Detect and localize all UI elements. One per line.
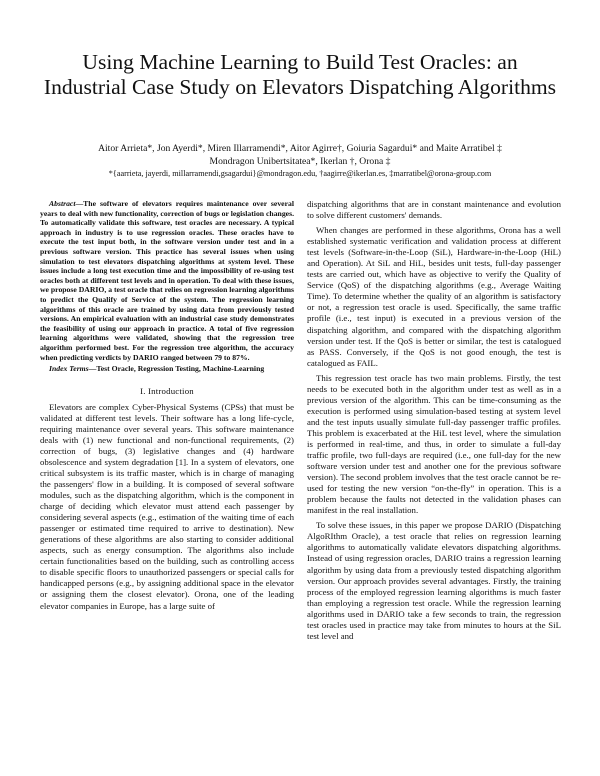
paper-title: Using Machine Learning to Build Test Oracles: an Industrial Case Study on Elevators Dispatching Algorithms — [43, 50, 557, 99]
index-terms-label: Index Terms — [49, 364, 89, 374]
body-paragraph-1: dispatching algorithms that are in constant maintenance and evolution to solve different customers' demands. — [307, 199, 561, 221]
intro-paragraph-1: Elevators are complex Cyber-Physical Systems (CPSs) that must be validated at different test levels. Their software has a long life-cycle, requiring maintenance over several years. This software maintenance deals with (1) new functional and non-functional requirements, (2) correction of bugs, (3) legislative changes and (4) hardware obsolescence and system degradation [1]. In a system of elevators, one critical subsystem is its traffic master, which is in charge of managing the passengers' flow in a building. It is composed of several software modules, such as the dispatching algorithm, which is the component in charge of deciding which elevator must attend each passenger by considering several aspects (e.g., estimation of the waiting time of each passenger or estimated time required to arrive to destination). New generations of these algorithms are also starting to consider additional aspects, such as energy consumption. The algorithms also include certain functionalities based on the building, such as controlling access to disable specific floors to unauthorized passengers or special calls for handicapped persons (e.g., by assigning additional space in the elevator or assigning them the closest elevator). Orona, one of the leading elevator companies in Europe, has a large suite of — [40, 401, 294, 611]
left-column — [40, 199, 294, 612]
index-terms-text: —Test Oracle, Regression Testing, Machine-Learning — [88, 364, 265, 374]
author-block — [30, 143, 570, 181]
author-affiliations: Mondragon Unibertsitatea*, Ikerlan †, Orona ‡ — [209, 155, 391, 167]
abstract-label: Abstract — [49, 199, 76, 208]
author-emails: *{aarrieta, jayerdi, millarramendi,gsagardui}@mondragon.edu, †aagirre@ikerlan.es, ‡marratibel@orona-group.com — [108, 169, 492, 178]
abstract-text: —The software of elevators requires maintenance over several years to deal with new functionality, correction of bugs or legislation changes. To automatically validate this software, test oracles are necessary. A typical approach in industry is to use regression oracles. These oracles have to execute the test input both, in the software version under test and in a previous software version. This practice has several issues when using simulation to test elevators dispatching algorithms at system level. These issues include a long test execution time and the impossibility of re-using test oracles both at different test levels and in operation. To deal with these issues, we propose DARIO, a test oracle that relies on regression learning algorithms to predict the Qualify of Service of the system. The regression learning algorithms of this oracle are trained by using data from previously tested versions. An empirical evaluation with an industrial case study demonstrates the feasibility of using our approach in practice. A total of five regression learning algorithms were validated, showing that the regression tree algorithm performed best. For the regression tree algorithm, the accuracy when predicting verdicts by DARIO ranged between 79 to 87%. — [40, 199, 294, 362]
body-paragraph-2: When changes are performed in these algorithms, Orona has a well established systematic verification and validation process at different test levels (Software-in-the-Loop (SiL), Hardware-in-the-Loop (HiL) and Operation). At SiL and HiL, besides unit tests, full-day passenger tests are carried out, which have as objective to verify the Quality of Service (QoS) of the dispatching algorithms (e.g., Average Waiting Time). To determine whether the quality of an algorithm is satisfactory or not, a regression test oracle is used. Specifically, the same traffic profile (i.e., test input) is executed in a previous version of the dispatching algorithm, and compared with the dispatching algorithm version under test. If the QoS is better or similar, the test is catalogued as PASS. Conversely, if the QoS is not good enough, the test is catalogued as FAIL. — [307, 225, 561, 368]
index-terms — [40, 364, 294, 374]
section-heading-introduction: I. Introduction — [140, 385, 194, 396]
abstract — [40, 199, 294, 362]
right-column — [307, 199, 561, 642]
body-paragraph-3: This regression test oracle has two main problems. Firstly, the test needs to be executed both in the algorithm under test as well as in a previous version of the algorithm. This can be time-consuming as the execution is performed using simulation-based testing at system level and the test inputs usually simulate full-day passenger traffic profiles. This problem is exacerbated at the HiL test level, where the simulation is performed in real-time, and thus, in order to simulate a full-day traffic profile, two full-days are required (i.e., one full-day for the new software version under test and another one for the previous software version). The second problem involves that the test oracle cannot be re-used for testing the new version “on-the-fly” in operation. This is a problem because the faults not detected in the validation phases can manifest in the real installation. — [307, 372, 561, 516]
body-paragraph-4: To solve these issues, in this paper we propose DARIO (Dispatching AlgoRIthm Oracle), a test oracle that relies on regression learning algorithms to automatically validate elevators dispatching algorithms. Instead of using regression oracles, DARIO trains a regression learning algorithm by using data from a previously tested dispatching algorithm version. Our approach provides several advantages. Firstly, the training process of the employed regression learning algorithms is much faster than employing a regression test oracle. While the regression learning algorithms used in DARIO take a few seconds to train, the regression test oracles used in practice may take from minutes to hours at the SiL test level and — [307, 520, 561, 641]
author-names: Aitor Arrieta*, Jon Ayerdi*, Miren Illarramendi*, Aitor Agirre†, Goiuria Sagardui* and Maite Arratibel ‡ — [98, 143, 502, 154]
